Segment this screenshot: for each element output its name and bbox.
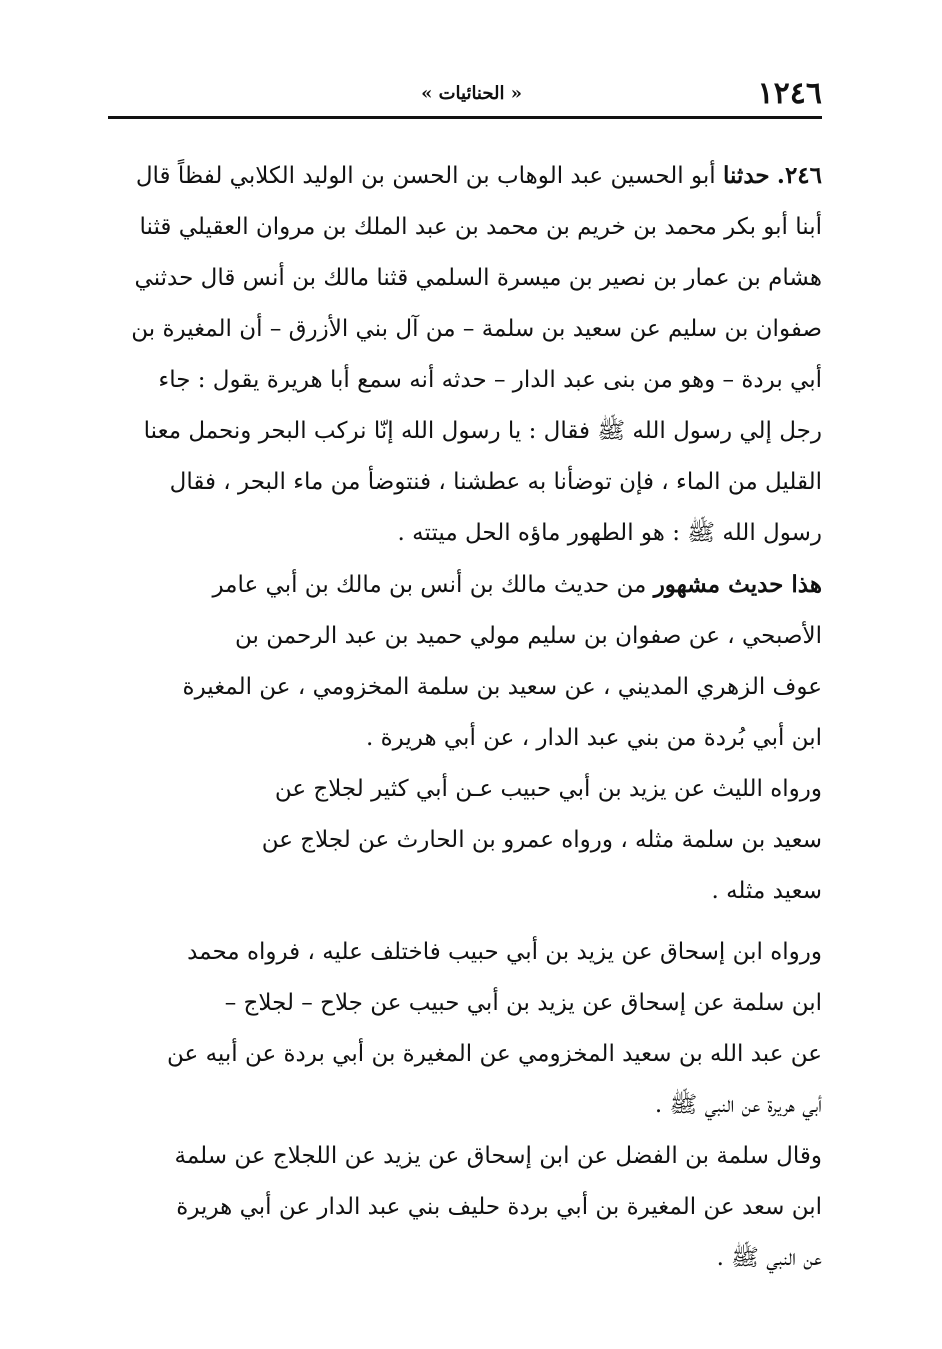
text-line: وقال سلمة بن الفضل عن ابن إسحاق عن يزيد عن اللجلاج عن سلمة [174,1143,822,1169]
text-line: سعيد بن سلمة مثله ، ورواه عمرو بن الحارث عن لجلاج عن [261,827,822,853]
text-line: هشام بن عمار بن نصير بن ميسرة السلمي قثنا مالك بن أنس قال حدثني [134,265,822,291]
text-line [100,150,822,202]
body-text [100,150,822,1284]
hadith-number: ٢٤٦. [776,162,822,189]
paragraph-lead: حدثنا [722,162,770,189]
running-header [108,76,822,112]
commentary-paragraph [100,1131,822,1284]
text-line [100,559,822,611]
line-text: من حديث مالك بن أنس بن مالك بن أبي عامر [212,572,647,598]
running-title: « الحنائيات » [421,83,522,104]
line-text: أبو الحسين عبد الوهاب بن الحسن بن الوليد الكلابي لفظاً قال [135,163,716,189]
text-line: رسول الله ﷺ : هو الطهور ماؤه الحل ميتته . [397,520,822,546]
commentary-paragraph [100,764,822,917]
text-line: ابن سعد عن المغيرة بن أبي بردة حليف بني عبد الدار عن أبي هريرة [176,1194,822,1220]
text-line: عوف الزهري المديني ، عن سعيد بن سلمة المخزومي ، عن المغيرة [182,674,822,700]
text-line: أبنا أبو بكر محمد بن خريم بن محمد بن عبد الملك بن مروان العقيلي قثنا [139,214,822,240]
text-line: عن النبي ﷺ . [716,1245,822,1271]
commentary-paragraph [100,927,822,1131]
text-line: رجل إلي رسول الله ﷺ فقال : يا رسول الله إنّا نركب البحر ونحمل معنا [143,418,822,444]
text-line: صفوان بن سليم عن سعيد بن سلمة – من آل بني الأزرق – أن المغيرة بن [131,316,822,342]
paragraph-lead: هذا حديث مشهور [653,571,822,598]
text-line: ورواه الليث عن يزيد بن أبي حبيب عـن أبي كثير لجلاج عن [274,776,822,802]
header-rule [108,116,822,119]
text-line: ابن أبي بُردة من بني عبد الدار ، عن أبي هريرة . [365,725,822,751]
text-line: الأصبحي ، عن صفوان بن سليم مولي حميد بن عبد الرحمن بن [234,623,822,649]
text-line: أبي هريرة عن النبي ﷺ . [654,1092,822,1118]
text-line: القليل من الماء ، فإن توضأنا به عطشنا ، فنتوضأ من ماء البحر ، فقال [169,469,822,495]
page-number: ١٢٤٦ [757,76,822,111]
text-line: سعيد مثله . [711,878,822,904]
text-line: أبي بردة – وهو من بنى عبد الدار – حدثه أنه سمع أبا هريرة يقول : جاء [158,367,822,393]
commentary-paragraph [100,559,822,764]
text-line: ابن سلمة عن إسحاق عن يزيد بن أبي حبيب عن جلاح – لجلاج – [224,990,822,1016]
text-line: ورواه ابن إسحاق عن يزيد بن أبي حبيب فاختلف عليه ، فرواه محمد [187,939,822,965]
hadith-paragraph [100,150,822,559]
text-line: عن عبد الله بن سعيد المخزومي عن المغيرة بن أبي بردة عن أبيه عن [167,1041,822,1067]
